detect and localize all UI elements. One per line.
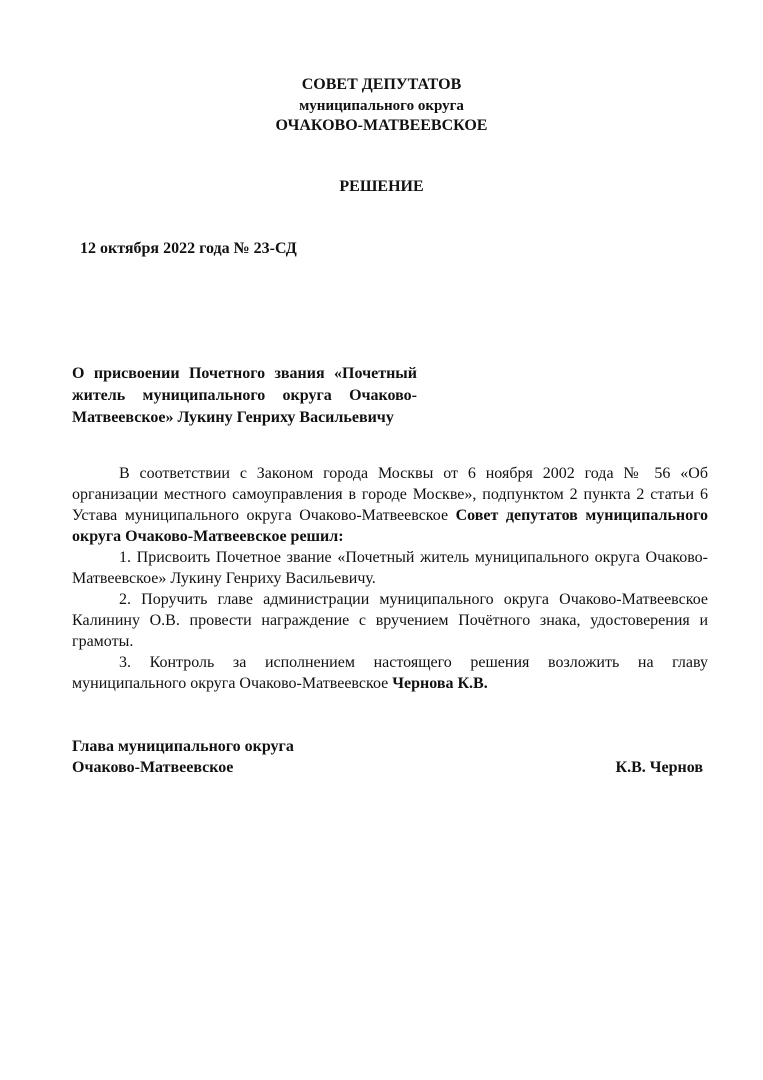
signatory-title-line-1: Глава муниципального округа [72, 738, 294, 755]
document-title: РЕШЕНИЕ [339, 178, 424, 195]
council-subtitle: муниципального округа [299, 98, 464, 114]
item-3-text: 3. Контроль за исполнением настоящего решения возложить на главу муниципального округа Очаково-Матвеевское [72, 654, 708, 692]
preamble-text: В соответствии с Законом города Москвы от 6 ноября 2002 года № 56 «Об организации местного самоуправления в городе Москве», подпунктом 2 пункта 2 статьи 6 Устава муниципального округа Очаково-Матвеевское [72, 465, 708, 524]
item-3-bold-text: Чернова К.В. [392, 675, 488, 692]
preamble-paragraph [72, 463, 708, 547]
decision-body [72, 463, 708, 694]
preamble-bold-text: Совет депутатов муниципального округа Очаково-Матвеевское решил: [72, 507, 709, 545]
decision-subject: О присвоении Почетного звания «Почетный житель муниципального округа Очаково-Матвеевское» Лукину Генриху Васильевичу [72, 365, 417, 426]
signatory-title-line-2: Очаково-Матвеевское [72, 759, 234, 776]
decision-date-number: 12 октября 2022 года № 23-СД [80, 240, 297, 257]
item-3 [72, 652, 708, 694]
signatory-title [72, 736, 294, 778]
item-2: 2. Поручить главе администрации муниципального округа Очаково-Матвеевское Калинину О.В. провести награждение с вручением Почётного знака, удостоверения и грамоты. [72, 591, 708, 650]
signatory-name: К.В. Чернов [615, 759, 703, 776]
council-name: СОВЕТ ДЕПУТАТОВ [301, 76, 462, 93]
district-name: ОЧАКОВО-МАТВЕЕВСКОЕ [275, 117, 488, 134]
item-1: 1. Присвоить Почетное звание «Почетный житель муниципального округа Очаково-Матвеевское» Лукину Генриху Васильевичу. [72, 549, 708, 587]
